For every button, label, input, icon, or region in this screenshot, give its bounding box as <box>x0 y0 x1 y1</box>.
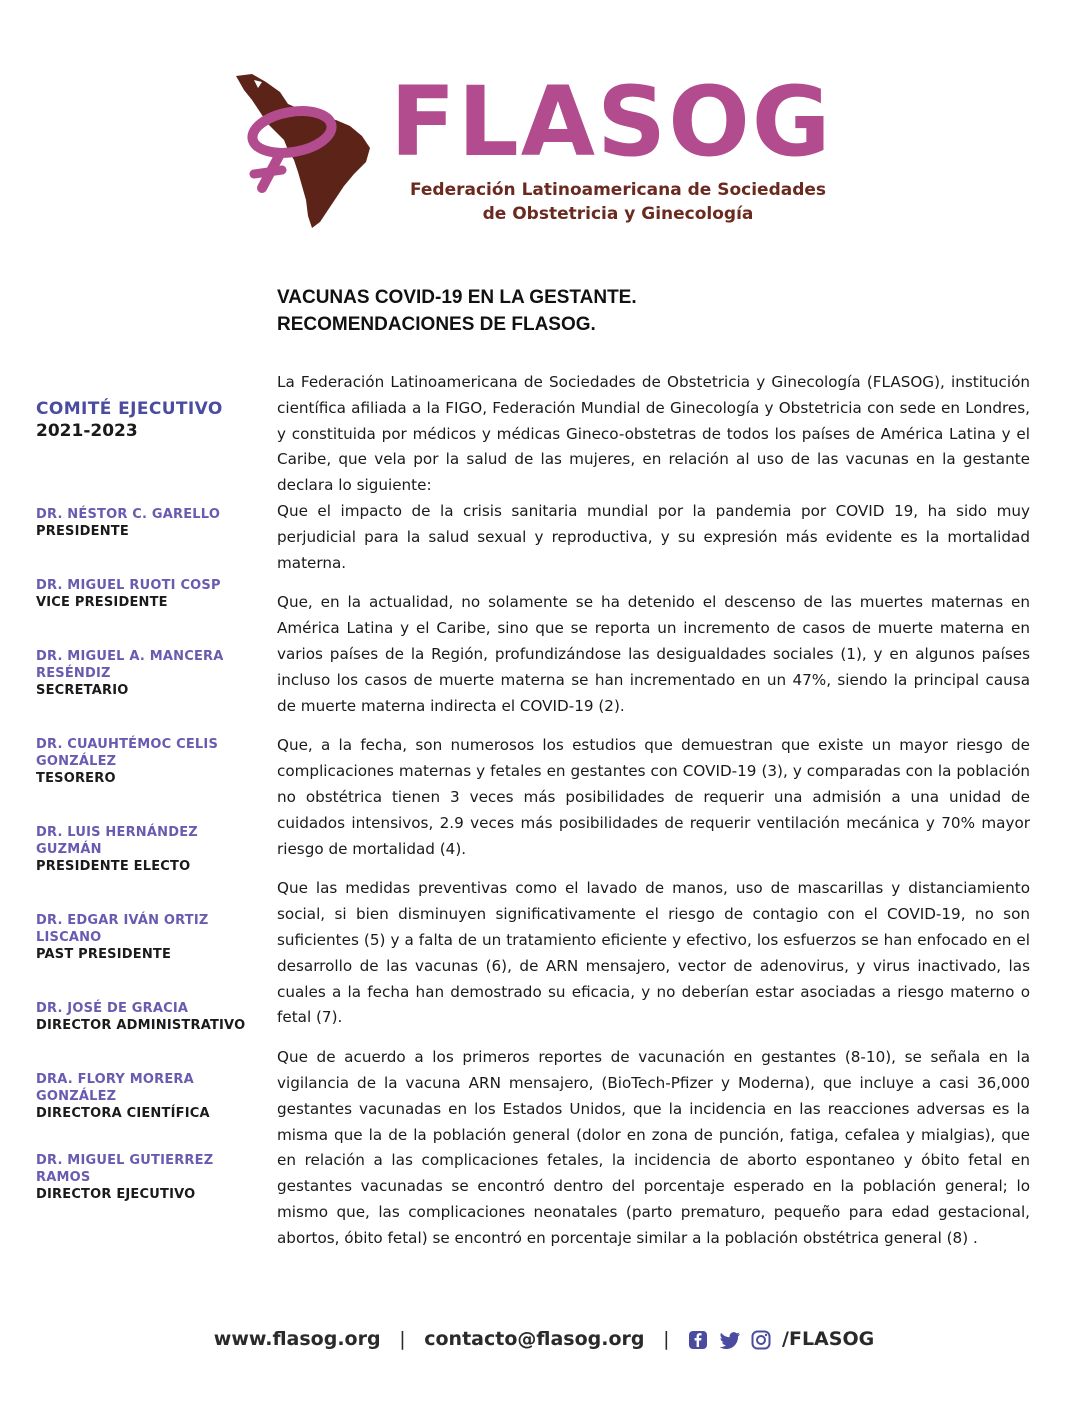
member-name: DR. JOSÉ DE GRACIA <box>36 1001 189 1016</box>
committee-years: 2021-2023 <box>36 421 138 441</box>
social-handle[interactable]: /FLASOG <box>782 1328 875 1350</box>
member-name: DR. LUIS HERNÁNDEZ GUZMÁN <box>36 825 198 857</box>
member-name: DR. MIGUEL GUTIERREZ RAMOS <box>36 1153 214 1185</box>
logo-subtitle-line2: de Obstetricia y Ginecología <box>482 204 754 224</box>
member-name: DR. MIGUEL A. MANCERA RESÉNDIZ <box>36 649 224 681</box>
latin-america-map-icon <box>232 70 382 230</box>
logo-subtitle-line1: Federación Latinoamericana de Sociedades <box>409 180 827 200</box>
committee-member <box>36 1000 261 1034</box>
email-link[interactable]: contacto@flasog.org <box>424 1328 645 1350</box>
committee-member <box>36 1152 236 1203</box>
committee-member <box>36 1071 216 1122</box>
instagram-icon[interactable] <box>751 1326 771 1354</box>
document-title-line1: VACUNAS COVID-19 EN LA GESTANTE. <box>277 287 637 308</box>
committee-member <box>36 736 236 787</box>
website-link[interactable]: www.flasog.org <box>213 1328 381 1350</box>
committee-member <box>36 506 261 540</box>
logo-subtitle <box>392 178 844 226</box>
member-role: SECRETARIO <box>36 683 129 698</box>
paragraph: Que las medidas preventivas como el lavado de manos, uso de mascarillas y distanciamiento social, si bien disminuyen significativamente el riesgo de contagio con el COVID-19, no son suficientes (5) y a falta de un tratamiento eficiente y efectivo, los esfuerzos se han enfocado en el desarrollo de las vacunas (6), de ARN mensajero, vector de adenovirus, y virus inactivado, las cuales a la fecha han demostrado su eficacia, y no deberían estar asociadas a riesgo materno o fetal (7). <box>277 879 1030 1027</box>
committee-member <box>36 577 261 611</box>
footer-separator: | <box>399 1328 406 1350</box>
executive-committee-sidebar <box>36 398 261 1203</box>
member-name: DR. MIGUEL RUOTI COSP <box>36 578 221 593</box>
member-role: PRESIDENTE <box>36 524 129 539</box>
paragraph: Que, a la fecha, son numerosos los estudios que demuestran que existe un mayor riesgo de complicaciones maternas y fetales en gestantes con COVID-19 (3), y comparadas con la población no obstétrica tienen 3 veces más posibilidades de requerir una admisión a una unidad de cuidados intensivos, 2.9 veces más posibilidades de requerir ventilación mecánica y 70% mayor riesgo de mortalidad (4). <box>277 736 1030 858</box>
paragraph: Que, en la actualidad, no solamente se ha detenido el descenso de las muertes maternas en América Latina y el Caribe, sino que se reporta un incremento de casos de muerte materna en varios países de la Región, profundizándose las desigualdades sociales (1), y en algunos países incluso los casos de muerte materna se han incrementado en un 47%, siendo la principal causa de muerte materna indirecta el COVID-19 (2). <box>277 593 1030 715</box>
logo-wordmark: FLASOG <box>390 66 833 178</box>
member-name: DR. NÉSTOR C. GARELLO <box>36 507 221 522</box>
member-role: PAST PRESIDENTE <box>36 947 172 962</box>
member-role: DIRECTOR EJECUTIVO <box>36 1187 196 1202</box>
facebook-icon[interactable] <box>688 1326 708 1354</box>
paragraph: La Federación Latinoamericana de Sociedades de Obstetricia y Ginecología (FLASOG), institución científica afiliada a la FIGO, Federación Mundial de Ginecología y Obstetricia con sede en Londres, y constituida por médicos y médicas Gineco-obstetras de todos los países de América Latina y el Caribe, que vela por la salud de las mujeres, en relación al uso de las vacunas en la gestante declara lo siguiente: <box>277 373 1030 495</box>
footer <box>0 1325 1088 1354</box>
committee-title: COMITÉ EJECUTIVO <box>36 399 223 419</box>
committee-member <box>36 912 226 963</box>
member-name: DR. CUAUHTÉMOC CELIS GONZÁLEZ <box>36 737 219 769</box>
member-role: PRESIDENTE ELECTO <box>36 859 191 874</box>
member-role: DIRECTORA CIENTÍFICA <box>36 1106 210 1121</box>
member-role: TESORERO <box>36 771 116 786</box>
document-title <box>277 284 1030 338</box>
committee-member <box>36 648 236 699</box>
member-name: DR. EDGAR IVÁN ORTIZ LISCANO <box>36 913 209 945</box>
member-role: VICE PRESIDENTE <box>36 595 168 610</box>
footer-separator: | <box>663 1328 670 1350</box>
paragraph: Que el impacto de la crisis sanitaria mundial por la pandemia por COVID 19, ha sido muy perjudicial para la salud sexual y reproductiva, y su expresión más evidente es la mortalidad materna. <box>277 501 1030 572</box>
flasog-logo <box>232 66 862 230</box>
twitter-icon[interactable] <box>719 1326 741 1354</box>
committee-member <box>36 824 216 875</box>
paragraph: Que de acuerdo a los primeros reportes de vacunación en gestantes (8-10), se señala en la vigilancia de la vacuna ARN mensajero, (BioTech-Pfizer y Moderna), que incluye a casi 36,000 gestantes vacunadas en los Estados Unidos, que la incidencia en las reacciones adversas es la misma que la de la población general (dolor en zona de punción, fatiga, cefalea y mialgias), que en relación a las complicaciones fetales, la incidencia de aborto espontaneo y óbito fetal en gestantes vacunadas se encontró dentro del porcentaje esperado en la población general; lo mismo que, las complicaciones neonatales (parto prematuro, pequeño para edad gestacional, abortos, óbito fetal) se encontró en porcentaje similar a la población obstétrica general (8) . <box>277 1048 1030 1247</box>
document-title-line2: RECOMENDACIONES DE FLASOG. <box>277 314 596 335</box>
member-name: DRA. FLORY MORERA GONZÁLEZ <box>36 1072 194 1104</box>
member-role: DIRECTOR ADMINISTRATIVO <box>36 1018 246 1033</box>
document-body <box>277 284 1030 1252</box>
